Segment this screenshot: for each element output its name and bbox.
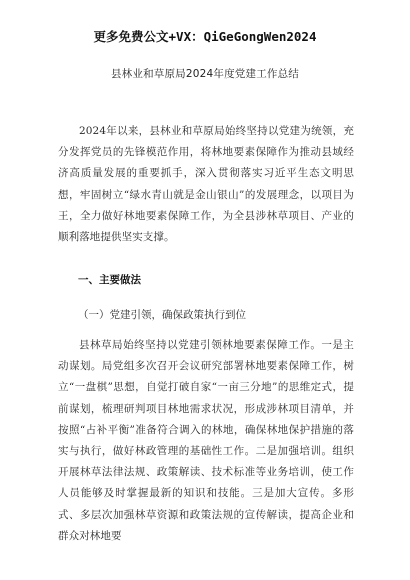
header-banner: 更多免费公文+VX：QiGeGongWen2024 <box>93 29 317 44</box>
document-title: 县林业和草原局2024年度党建工作总结 <box>110 68 300 80</box>
subsection-heading: （一）党建引领，确保政策执行到位 <box>78 309 246 321</box>
subsection-paragraph: 县林草局始终坚持以党建引领林地要素保障工作。一是主动谋划。局党组多次召开会议研究部署林地要素保障工作，树立“一盘棋”思想，自觉打破自家“一亩三分地”的思维定式，提前谋划，梳理研判项目林地需求状况，形成涉林项目清单，并按照“占补平衡”准备符合调入的林地，确保林地保护措施的落实与执行，做好林政管理的基础性工作。二是加强培训。组织开展林草法律法规、政策解读、技术标准等业务培训，使工作人员能够及时掌握最新的知识和技能。三是加大宣传。多形式、多层次加强林草资源和政策法规的宣传解读，提高企业和群众对林地要 <box>58 339 354 542</box>
section-heading: 一、主要做法 <box>78 274 141 286</box>
intro-paragraph: 2024年以来，县林业和草原局始终坚持以党建为统领，充分发挥党员的先锋模范作用，将林地要素保障作为推动县域经济高质量发展的重要抓手，深入贯彻落实习近平生态文明思想，牢固树立“绿水青山就是金山银山”的发展理念，以项目为王，全力做好林地要素保障工作，为全县涉林草项目、产业的顺利落地提供坚实支撑。 <box>58 125 354 244</box>
